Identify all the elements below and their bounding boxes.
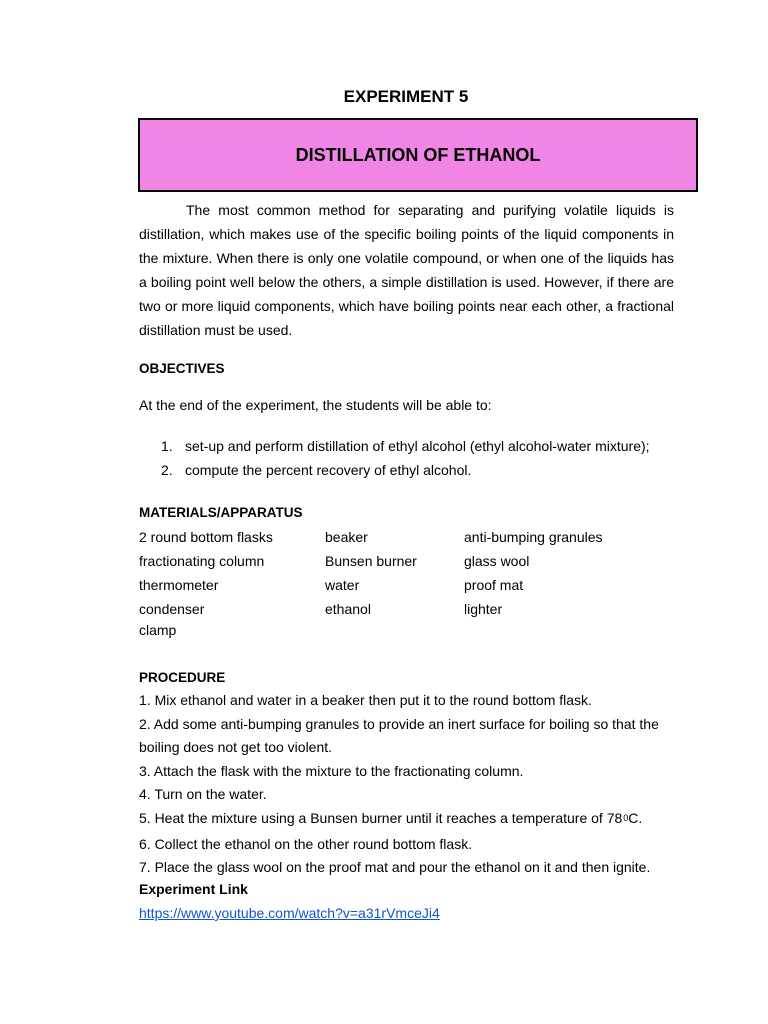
- experiment-title: DISTILLATION OF ETHANOL: [295, 144, 541, 165]
- procedure-step: 3. Attach the flask with the mixture to the fractionating column.: [139, 762, 524, 779]
- procedure-heading: PROCEDURE: [139, 670, 226, 685]
- procedure-step: 6. Collect the ethanol on the other round bottom flask.: [139, 835, 473, 852]
- materials-row: [139, 525, 679, 549]
- procedure-step: 1. Mix ethanol and water in a beaker then put it to the round bottom flask.: [139, 692, 592, 708]
- degree-superscript: 0: [623, 812, 629, 823]
- procedure-step: 4. Turn on the water.: [139, 786, 267, 803]
- procedure-step: [139, 807, 679, 833]
- procedure-step: 7. Place the glass wool on the proof mat and pour the ethanol on it and then ignite.: [139, 859, 651, 876]
- material-item: proof mat: [464, 577, 524, 593]
- experiment-link[interactable]: https://www.youtube.com/watch?v=a31rVmceJi4: [139, 905, 440, 921]
- material-item: thermometer: [139, 577, 219, 593]
- experiment-link-label: Experiment Link: [139, 881, 248, 897]
- list-item: [139, 434, 650, 458]
- procedure-step: 2. Add some anti-bumping granules to provide an inert surface for boiling so that the boiling does not get too violent.: [139, 715, 659, 756]
- list-text: set-up and perform distillation of ethyl alcohol (ethyl alcohol-water mixture);: [185, 438, 650, 454]
- list-number: 2.: [161, 462, 173, 478]
- materials-row: [139, 573, 679, 597]
- objectives-list: [139, 434, 650, 482]
- material-item: fractionating column: [139, 553, 265, 569]
- material-item: glass wool: [464, 553, 530, 569]
- material-item: Bunsen burner: [325, 553, 417, 569]
- materials-row: [139, 549, 679, 573]
- material-item: clamp: [139, 622, 177, 638]
- material-item: ethanol: [325, 601, 371, 617]
- materials-row: [139, 597, 679, 621]
- material-item: 2 round bottom flasks: [139, 529, 273, 545]
- experiment-number: EXPERIMENT 5: [343, 87, 469, 106]
- intro-paragraph: The most common method for separating and purifying volatile liquids is distillation, which makes use of the specific boiling points of the liquid components in the mixture. When there is only one volatile compound, or when one of the liquids has a boiling point well below the others, a simple distillation is used. However, if there are two or more liquid components, which have boiling points near each other, a fractional distillation must be used.: [139, 202, 674, 338]
- material-item: beaker: [325, 529, 368, 545]
- procedure-steps: [139, 689, 679, 880]
- objectives-heading: OBJECTIVES: [139, 361, 225, 376]
- list-number: 1.: [161, 438, 173, 454]
- title-box: [138, 118, 698, 192]
- list-text: compute the percent recovery of ethyl alcohol.: [185, 462, 472, 478]
- objectives-lead: At the end of the experiment, the students will be able to:: [139, 397, 492, 413]
- materials-table: [139, 525, 679, 621]
- material-item: condenser: [139, 601, 205, 617]
- materials-heading: MATERIALS/APPARATUS: [139, 505, 303, 520]
- list-item: [139, 458, 650, 482]
- material-item: water: [325, 577, 360, 593]
- degree-unit: C.: [628, 809, 643, 826]
- material-item: lighter: [464, 601, 503, 617]
- material-item: anti-bumping granules: [464, 529, 603, 545]
- procedure-step-text: 5. Heat the mixture using a Bunsen burner until it reaches a temperature of 78: [139, 809, 623, 826]
